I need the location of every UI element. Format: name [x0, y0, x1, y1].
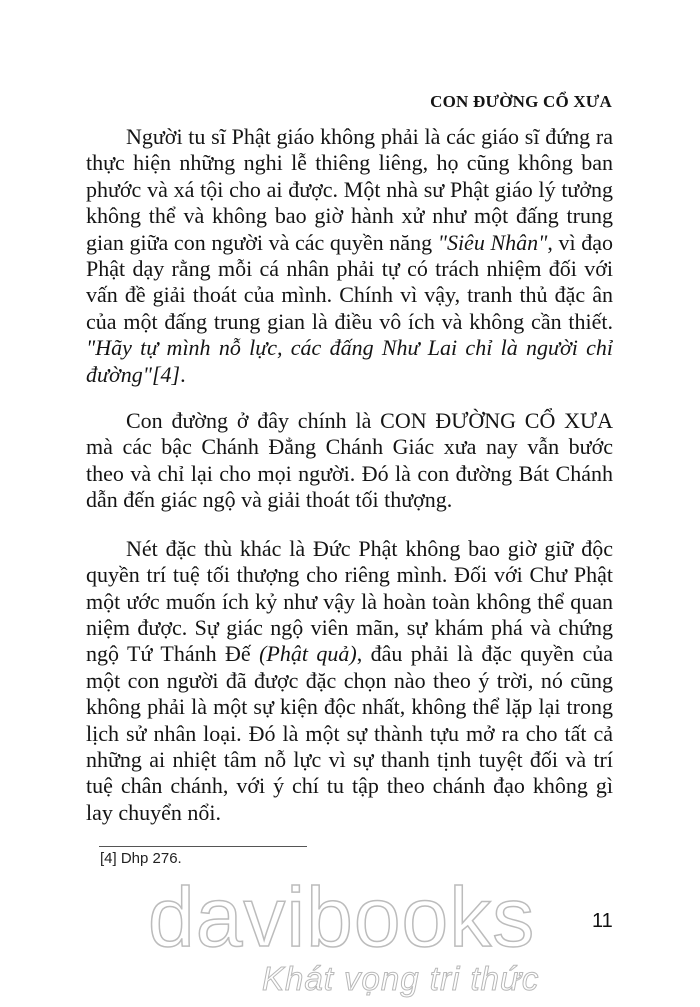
watermark-brand: davibooks [148, 870, 536, 964]
paragraph-1 [86, 124, 613, 388]
body-text [86, 124, 613, 846]
paragraph-1-text: Người tu sĩ Phật giáo không phải là các giáo sĩ đứng ra thực hiện những nghi lễ thiêng liêng, họ cũng không ban phước và xá tội cho ai được. Một nhà sư Phật giáo lý tưởng không thể và không bao giờ hành xử như một đấng trung gian giữa con người và các quyền năng [86, 124, 613, 255]
page-number: 11 [592, 910, 613, 932]
watermark-tagline: Khát vọng tri thức [262, 960, 540, 997]
emph-phat-qua: (Phật quả) [259, 641, 357, 667]
quote-sieu-nhan: "Siêu Nhân" [437, 229, 548, 255]
paragraph-3-text-2: , đâu phải là đặc quyền của một con người đã được đặc chọn nào theo ý trời, nó cũng không phải là một sự kiện độc nhất, không thể lặp lại trong lịch sử nhân loại. Đó là một sự thành tựu mở ra cho tất cả những ai nhiệt tâm nỗ lực vì sự thanh tịnh tuyệt đối và trí tuệ chân chánh, với ý chí tu tập theo chánh đạo không gì lay chuyển nổi. [86, 641, 614, 825]
paragraph-3 [86, 536, 613, 826]
paragraph-2: Con đường ở đây chính là CON ĐƯỜNG CỔ XƯA mà các bậc Chánh Đẳng Chánh Giác xưa nay vẫn bước theo và chỉ lại cho mọi người. Đó là con đường Bát Chánh dẫn đến giác ngộ và giải thoát tối thượng. [86, 408, 613, 513]
footnote: [4] Dhp 276. [100, 850, 182, 867]
running-title: CON ĐƯỜNG CỔ XƯA [430, 92, 612, 111]
quote-dhp: "Hãy tự mình nỗ lực, các đấng Như Lai chỉ là người chỉ đường"[4] [86, 335, 613, 387]
paragraph-1-text-2: , vì đạo Phật dạy rằng mỗi cá nhân phải tự có trách nhiệm đối với vấn đề giải thoát của mình. Chính vì vậy, tranh thủ đặc ân của một đấng trung gian là điều vô ích và không cần thiết. [86, 229, 613, 334]
paragraph-3-text: Nét đặc thù khác là Đức Phật không bao giờ giữ độc quyền trí tuệ tối thượng cho riêng mình. Đối với Chư Phật một ước muốn ích kỷ như vậy là hoàn toàn không thể quan niệm được. Sự giác ngộ viên mãn, sự khám phá và chứng ngộ Tứ Thánh Đế [86, 535, 613, 667]
paragraph-1-end: . [180, 361, 186, 387]
footnote-rule [99, 846, 307, 847]
